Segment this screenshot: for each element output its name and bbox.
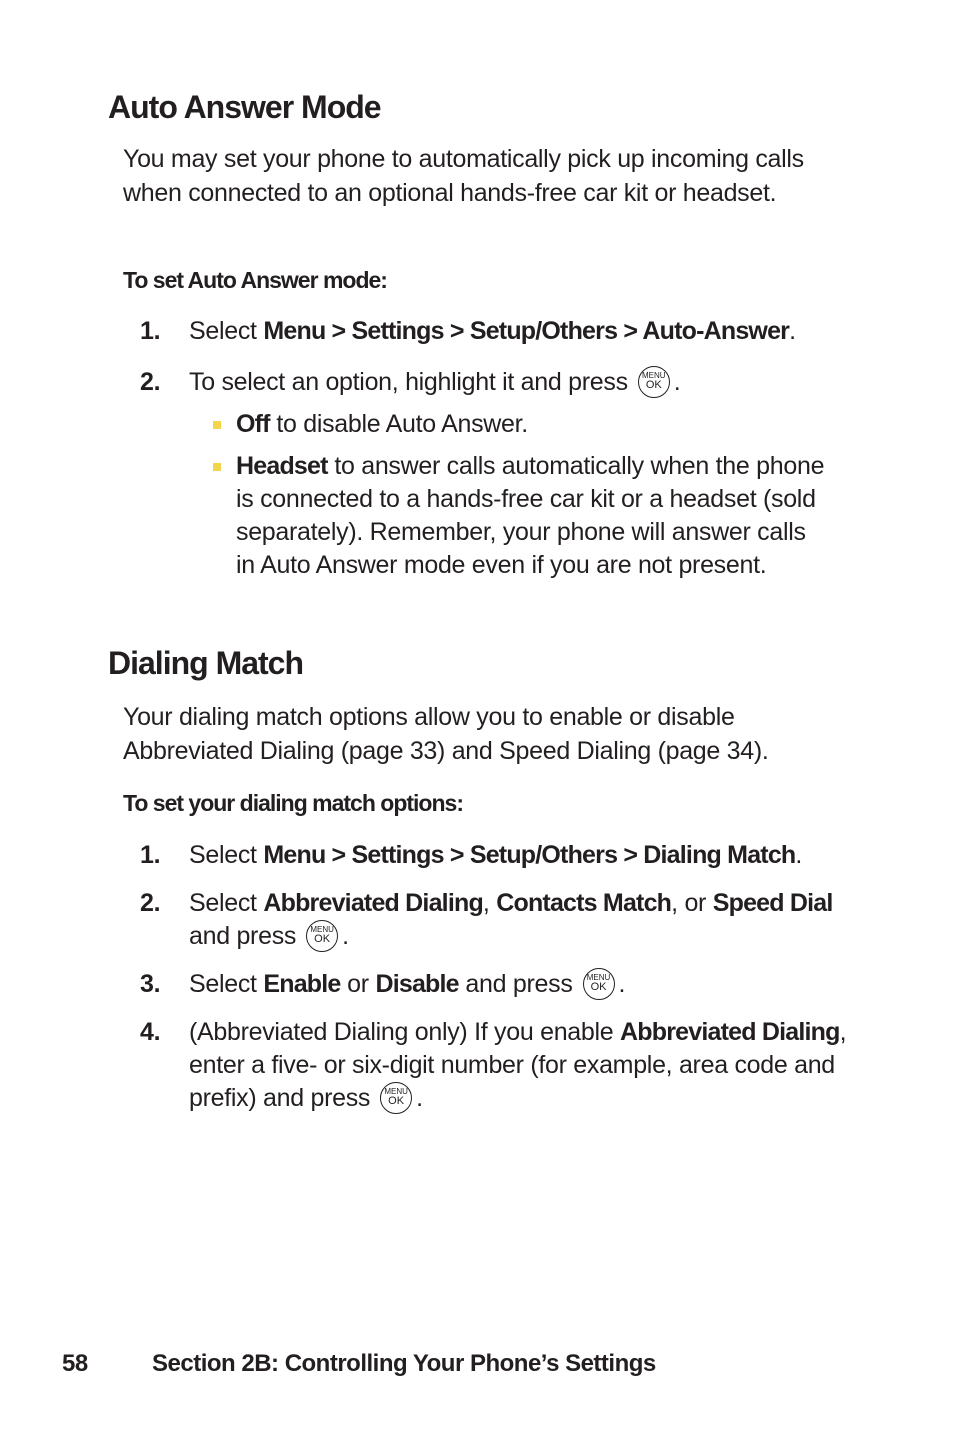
step-number: 2. xyxy=(140,889,161,917)
option-abbreviated-dialing: Abbreviated Dialing xyxy=(620,1018,840,1046)
section-footer-title: Section 2B: Controlling Your Phone’s Settings xyxy=(152,1350,656,1377)
step-text: Select xyxy=(189,889,264,917)
dialing-match-subhead: To set your dialing match options: xyxy=(123,790,463,816)
key-bottom-label: OK xyxy=(590,981,607,993)
step-text: (Abbreviated Dialing only) If you enable xyxy=(189,1018,621,1046)
option-contacts-match: Contacts Match xyxy=(496,889,672,917)
dialing-match-step-4 xyxy=(140,1016,860,1115)
auto-answer-step-1 xyxy=(140,315,860,348)
key-top-label: MENU xyxy=(586,973,611,982)
bullet-square-icon xyxy=(213,463,221,471)
step-text: and press xyxy=(458,970,573,998)
menu-ok-key-icon xyxy=(638,366,670,398)
dialing-match-step-3 xyxy=(140,968,860,1001)
option-enable: Enable xyxy=(263,970,341,998)
option-speed-dial: Speed Dial xyxy=(712,889,833,917)
key-bottom-label: OK xyxy=(314,933,331,945)
auto-answer-step-2 xyxy=(140,366,860,399)
step-punct: . xyxy=(342,922,349,950)
key-top-label: MENU xyxy=(384,1087,408,1096)
auto-answer-intro: You may set your phone to automatically pick up incoming calls when connected to an optional hands-free car kit or headset. xyxy=(123,145,804,207)
step-text: , enter a five- or six-digit number (for example, area code and prefix) and press xyxy=(189,1018,847,1112)
option-desc: to disable Auto Answer. xyxy=(269,410,528,438)
step-text: Select xyxy=(189,317,264,345)
section-title-dialing-match: Dialing Match xyxy=(108,645,304,681)
step-punct: . xyxy=(789,317,796,345)
step-text: and press xyxy=(189,922,297,950)
key-bottom-label: OK xyxy=(645,379,662,391)
bullet-square-icon xyxy=(213,421,221,429)
key-bottom-label: OK xyxy=(388,1095,405,1107)
step-number: 1. xyxy=(140,841,161,869)
menu-path: Menu > Settings > Setup/Others > Dialing Match xyxy=(263,841,796,869)
step-text: Select xyxy=(189,841,264,869)
menu-ok-key-icon xyxy=(306,920,338,952)
step-number: 3. xyxy=(140,970,161,998)
step-number: 2. xyxy=(140,368,161,396)
auto-answer-option-off xyxy=(210,408,830,441)
step-text: , or xyxy=(671,889,713,917)
step-text: or xyxy=(340,970,376,998)
option-name: Off xyxy=(236,410,270,438)
option-abbreviated-dialing: Abbreviated Dialing xyxy=(263,889,483,917)
menu-path: Menu > Settings > Setup/Others > Auto-Answer xyxy=(263,317,790,345)
dialing-match-intro: Your dialing match options allow you to enable or disable Abbreviated Dialing (page 33) and Speed Dialing (page 34). xyxy=(123,703,769,765)
section-title-auto-answer: Auto Answer Mode xyxy=(108,89,381,125)
step-number: 4. xyxy=(140,1018,161,1046)
step-number: 1. xyxy=(140,317,161,345)
step-punct: . xyxy=(618,970,626,998)
step-text: Select xyxy=(189,970,264,998)
page-number: 58 xyxy=(62,1350,88,1377)
key-top-label: MENU xyxy=(642,371,666,380)
menu-ok-key-icon xyxy=(583,968,615,1000)
auto-answer-option-headset xyxy=(210,450,830,582)
option-disable: Disable xyxy=(375,970,459,998)
step-text: To select an option, highlight it and press xyxy=(189,368,628,396)
step-punct: . xyxy=(416,1084,423,1112)
auto-answer-subhead: To set Auto Answer mode: xyxy=(123,267,387,293)
step-text: , xyxy=(482,889,497,917)
key-top-label: MENU xyxy=(310,925,334,934)
step-punct: . xyxy=(673,368,681,396)
option-desc: to answer calls automatically when the phone is connected to a hands-free car kit or a headset (sold separately). Remember, your phone will answer calls in Auto Answer mode even if you are not present. xyxy=(236,452,825,579)
menu-ok-key-icon xyxy=(380,1082,412,1114)
step-punct: . xyxy=(795,841,803,869)
dialing-match-step-1 xyxy=(140,839,860,872)
option-name: Headset xyxy=(236,452,328,480)
dialing-match-step-2 xyxy=(140,887,860,953)
